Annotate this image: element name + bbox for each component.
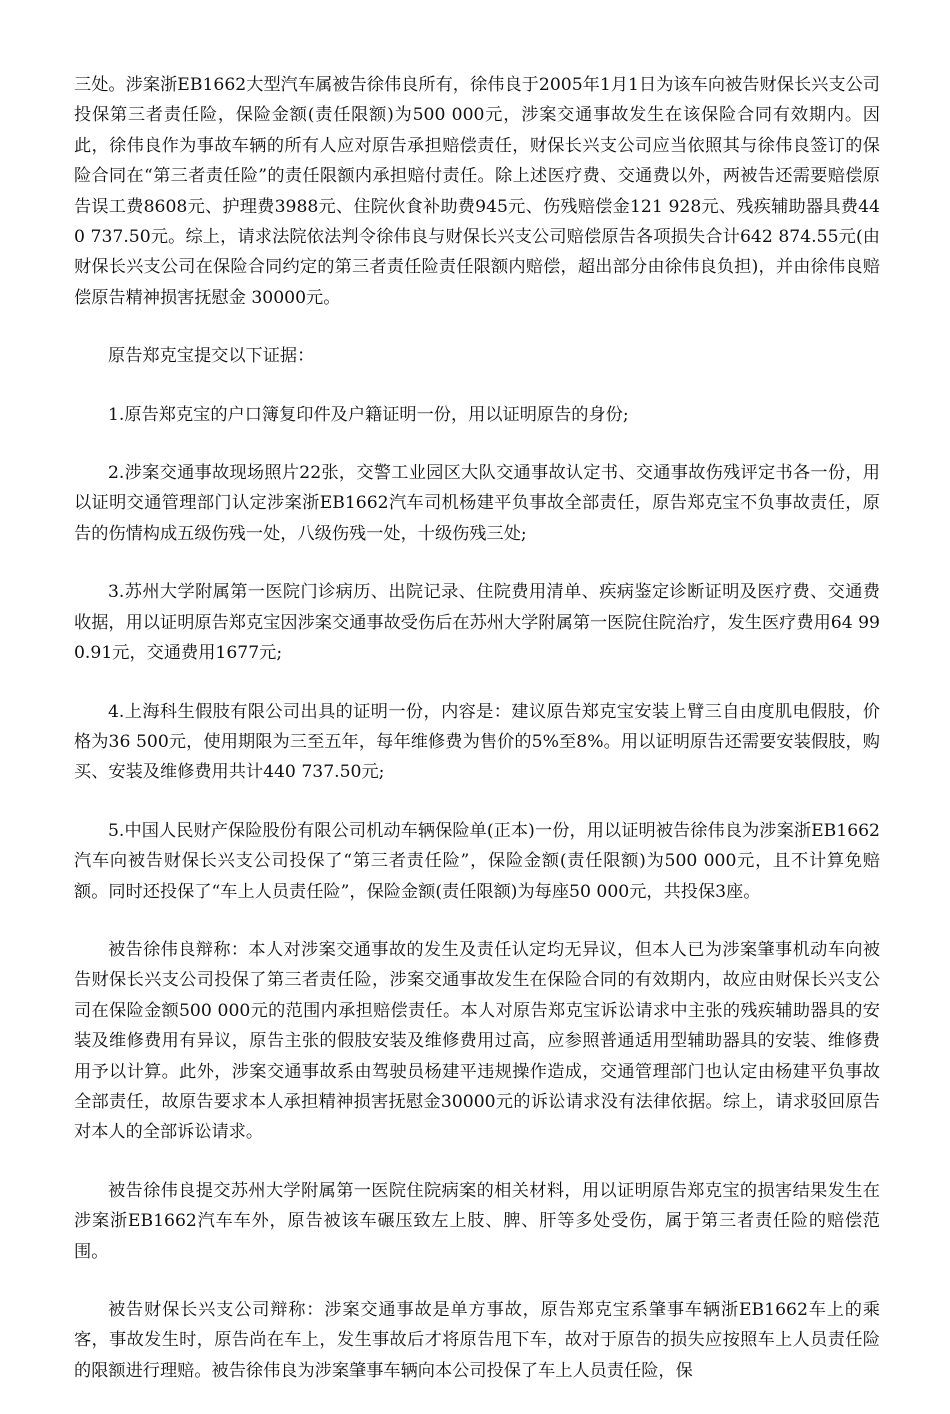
paragraph-plaintiff-evidence-intro: 原告郑克宝提交以下证据： <box>108 346 315 367</box>
paragraph-evidence-4: 4.上海科生假肢有限公司出具的证明一份，内容是：建议原告郑克宝安装上臂三自由度肌电假肢，价格为36 500元，使用期限为三至五年，每年维修费为售价的5%至8%。用以证明原告还需要安装假肢，购买、安装及维修费用共计440 737.50元; <box>74 701 880 783</box>
paragraph-defendant-xu-defense: 被告徐伟良辩称：本人对涉案交通事故的发生及责任认定均无异议，但本人已为涉案肇事机动车向被告财保长兴支公司投保了第三者责任险，涉案交通事故发生在保险合同的有效期内，故应由财保长兴支公司在保险金额500 000元的范围内承担赔偿责任。本人对原告郑克宝诉讼请求中主张的残疾辅助器具的安装及维修费用有异议，原告主张的假肢安装及维修费用过高，应参照普通适用型辅助器具的安装、维修费用予以计算。此外，涉案交通事故系由驾驶员杨建平违规操作造成，交通管理部门也认定由杨建平负事故全部责任，故原告要求本人承担精神损害抚慰金30000元的诉讼请求没有法律依据。综上，请求驳回原告对本人的全部诉讼请求。 <box>74 939 880 1143</box>
paragraph-evidence-1: 1.原告郑克宝的户口簿复印件及户籍证明一份，用以证明原告的身份; <box>108 404 629 425</box>
paragraph-evidence-5: 5.中国人民财产保险股份有限公司机动车辆保险单(正本)一份，用以证明被告徐伟良为涉案浙EB1662汽车向被告财保长兴支公司投保了“第三者责任险”，保险金额(责任限额)为500 000元，且不计算免赔额。同时还投保了“车上人员责任险”，保险金额(责任限额)为每座50 000元，共投保3座。 <box>74 820 880 902</box>
paragraph-evidence-2: 2.涉案交通事故现场照片22张，交警工业园区大队交通事故认定书、交通事故伤残评定书各一份，用以证明交通管理部门认定涉案浙EB1662汽车司机杨建平负事故全部责任，原告郑克宝不负事故责任，原告的伤情构成五级伤残一处，八级伤残一处，十级伤残三处; <box>74 463 880 544</box>
document-body <box>74 70 880 1414</box>
paragraph-defendant-xu-evidence: 被告徐伟良提交苏州大学附属第一医院住院病案的相关材料，用以证明原告郑克宝的损害结果发生在涉案浙EB1662汽车车外，原告被该车碾压致左上肢、脾、肝等多处受伤，属于第三者责任险的赔偿范围。 <box>74 1180 880 1262</box>
paragraph-evidence-3: 3.苏州大学附属第一医院门诊病历、出院记录、住院费用清单、疾病鉴定诊断证明及医疗费、交通费收据，用以证明原告郑克宝因涉案交通事故受伤后在苏州大学附属第一医院住院治疗，发生医疗费用64 990.91元，交通费用1677元; <box>74 582 880 664</box>
paragraph-claim-continuation: 三处。涉案浙EB1662大型汽车属被告徐伟良所有，徐伟良于2005年1月1日为该车向被告财保长兴支公司投保第三者责任险，保险金额(责任限额)为500 000元，涉案交通事故发生在该保险合同有效期内。因此，徐伟良作为事故车辆的所有人应对原告承担赔偿责任，财保长兴支公司应当依照其与徐伟良签订的保险合同在“第三者责任险”的责任限额内承担赔付责任。除上述医疗费、交通费以外，两被告还需要赔偿原告误工费8608元、护理费3988元、住院伙食补助费945元、伤残赔偿金121 928元、残疾辅助器具费440 737.50元。综上，请求法院依法判令徐伟良与财保长兴支公司赔偿原告各项损失合计642 874.55元(由财保长兴支公司在保险合同约定的第三者责任险责任限额内赔偿，超出部分由徐伟良负担)，并由徐伟良赔偿原告精神损害抚慰金 30000元。 <box>74 75 880 308</box>
paragraph-insurer-defense: 被告财保长兴支公司辩称：涉案交通事故是单方事故，原告郑克宝系肇事车辆浙EB1662车上的乘客，事故发生时，原告尚在车上，发生事故后才将原告甩下车，故对于原告的损失应按照车上人员责任险的限额进行理赔。被告徐伟良为涉案肇事车辆向本公司投保了车上人员责任险，保 <box>74 1300 880 1381</box>
